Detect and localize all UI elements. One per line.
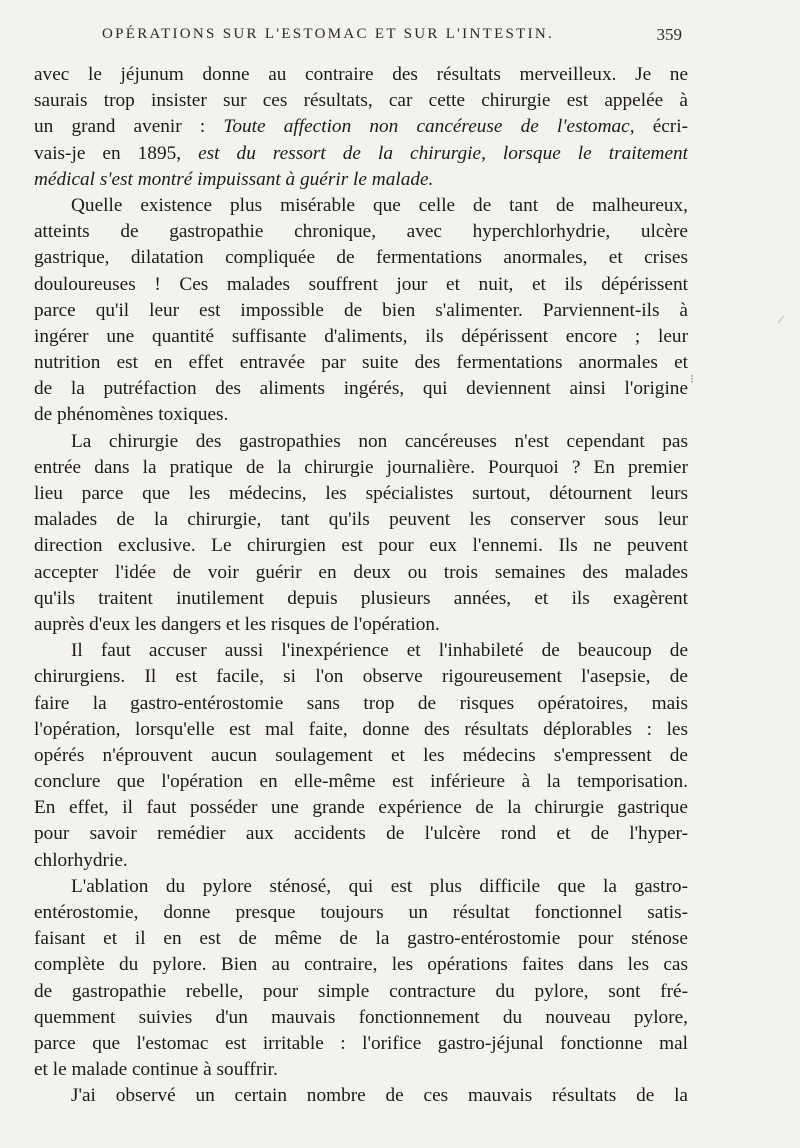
text-line xyxy=(34,874,688,900)
text-line xyxy=(34,900,688,926)
text-run: complète du pylore. Bien au contraire, les opérations faites dans les cas xyxy=(34,954,688,976)
text-line xyxy=(34,376,688,402)
text-run: direction exclusive. Le chirurgien est pour eux l'ennemi. Ils ne peuvent xyxy=(34,535,688,557)
text-run: auprès d'eux les dangers et les risques de l'opération. xyxy=(34,613,440,635)
text-run: de gastropathie rebelle, pour simple contracture du pylore, sont fré- xyxy=(34,980,688,1002)
text-run: de la putréfaction des aliments ingérés, qui deviennent ainsi l'origine xyxy=(34,378,688,400)
text-run: En effet, il faut posséder une grande expérience de la chirurgie gastrique xyxy=(34,797,688,819)
text-run: faire la gastro-entérostomie sans trop de risques opératoires, mais xyxy=(34,692,688,714)
text-line xyxy=(34,481,688,507)
text-line xyxy=(34,141,688,167)
text-line xyxy=(34,114,688,140)
text-run: un grand avenir : xyxy=(34,116,224,138)
text-run: qu'ils traitent inutilement depuis plusieurs années, et ils exagèrent xyxy=(34,587,688,609)
italic-text: médical s'est montré impuissant à guérir le malade. xyxy=(34,168,434,190)
text-line xyxy=(34,1005,688,1031)
text-line xyxy=(34,1031,688,1057)
text-line xyxy=(34,664,688,690)
text-line xyxy=(34,219,688,245)
text-run: douloureuses ! Ces malades souffrent jour et nuit, et ils dépérissent xyxy=(34,273,688,295)
text-run: La chirurgie des gastropathies non cancéreuses n'est cependant pas xyxy=(71,430,688,452)
text-run: gastrique, dilatation compliquée de fermentations anormales, et crises xyxy=(34,247,688,269)
text-line xyxy=(34,586,688,612)
text-line xyxy=(34,769,688,795)
text-run: nutrition est en effet entravée par suite des fermentations anormales et xyxy=(34,352,688,374)
text-run: saurais trop insister sur ces résultats, car cette chirurgie est appelée à xyxy=(34,90,688,112)
text-run: J'ai observé un certain nombre de ces mauvais résultats de la xyxy=(71,1085,688,1107)
text-run: Il faut accuser aussi l'inexpérience et l'inhabileté de beaucoup de xyxy=(71,640,688,662)
text-run: quemment suivies d'un mauvais fonctionnement du nouveau pylore, xyxy=(34,1006,688,1028)
text-line xyxy=(34,560,688,586)
text-run: chirurgiens. Il est facile, si l'on observe rigoureusement l'asepsie, de xyxy=(34,666,688,688)
text-line xyxy=(34,795,688,821)
text-line xyxy=(34,350,688,376)
text-run: faisant et il en est de même de la gastro-entérostomie pour sténose xyxy=(34,928,688,950)
text-line xyxy=(34,612,688,638)
italic-text: Toute affection non cancéreuse de l'estomac, xyxy=(223,116,635,138)
text-run: parce qu'il leur est impossible de bien s'alimenter. Parviennent-ils à xyxy=(34,299,688,321)
text-line xyxy=(34,821,688,847)
italic-text: est du ressort de la chirurgie, lorsque le traitement xyxy=(198,142,688,164)
text-line xyxy=(34,507,688,533)
text-line xyxy=(34,193,688,219)
text-run: L'ablation du pylore sténosé, qui est plus difficile que la gastro- xyxy=(71,875,688,897)
text-run: conclure que l'opération en elle-même est inférieure à la temporisation. xyxy=(34,771,688,793)
text-run: ingérer une quantité suffisante d'aliments, ils dépérissent encore ; leur xyxy=(34,325,688,347)
text-line xyxy=(34,979,688,1005)
text-line xyxy=(34,245,688,271)
text-line xyxy=(34,848,688,874)
text-line xyxy=(34,272,688,298)
text-line xyxy=(34,298,688,324)
text-run: de phénomènes toxiques. xyxy=(34,404,229,426)
text-line xyxy=(34,717,688,743)
page-number: 359 xyxy=(656,25,682,44)
text-line xyxy=(34,167,688,193)
text-line xyxy=(34,743,688,769)
body-text xyxy=(34,62,688,1110)
text-line xyxy=(34,324,688,350)
text-run: malades de la chirurgie, tant qu'ils peuvent les conserver sous leur xyxy=(34,509,688,531)
text-line xyxy=(34,691,688,717)
text-line xyxy=(34,533,688,559)
margin-scratch-mark: ⁄ xyxy=(780,312,783,326)
text-run: l'opération, lorsqu'elle est mal faite, donne des résultats déplorables : les xyxy=(34,718,688,740)
text-run: entrée dans la pratique de la chirurgie journalière. Pourquoi ? En premier xyxy=(34,456,688,478)
running-title: OPÉRATIONS SUR L'ESTOMAC ET SUR L'INTESTIN. xyxy=(102,26,555,42)
text-run: entérostomie, donne presque toujours un résultat fonctionnel satis- xyxy=(34,902,688,923)
text-line xyxy=(34,1057,688,1083)
text-run: parce que l'estomac est irritable : l'orifice gastro-jéjunal fonctionne mal xyxy=(34,1032,688,1054)
text-run: chlorhydrie. xyxy=(34,849,128,871)
text-line xyxy=(34,926,688,952)
margin-ink-mark: ⁝ xyxy=(690,372,694,386)
text-run: lieu parce que les médecins, les spécialistes surtout, détournent leurs xyxy=(34,483,688,504)
text-line xyxy=(34,88,688,114)
text-run: opérés n'éprouvent aucun soulagement et les médecins s'empressent de xyxy=(34,744,688,766)
text-run: atteints de gastropathie chronique, avec hyperchlorhydrie, ulcère xyxy=(34,221,688,243)
text-run: vais-je en 1895, xyxy=(34,142,199,164)
text-run: avec le jéjunum donne au contraire des résultats merveilleux. Je ne xyxy=(34,64,688,85)
text-run: accepter l'idée de voir guérir en deux ou trois semaines des malades xyxy=(34,561,688,583)
text-line xyxy=(34,402,688,428)
text-line xyxy=(34,1083,688,1109)
text-run: pour savoir remédier aux accidents de l'ulcère rond et de l'hyper- xyxy=(34,823,688,845)
text-run: Quelle existence plus misérable que celle de tant de malheureux, xyxy=(71,194,688,216)
text-run: et le malade continue à souffrir. xyxy=(34,1059,278,1081)
text-line xyxy=(34,62,688,88)
text-line xyxy=(34,455,688,481)
text-line xyxy=(34,429,688,455)
text-line xyxy=(34,638,688,664)
running-head xyxy=(0,26,800,50)
text-line xyxy=(34,952,688,978)
text-run: écri- xyxy=(634,116,688,138)
